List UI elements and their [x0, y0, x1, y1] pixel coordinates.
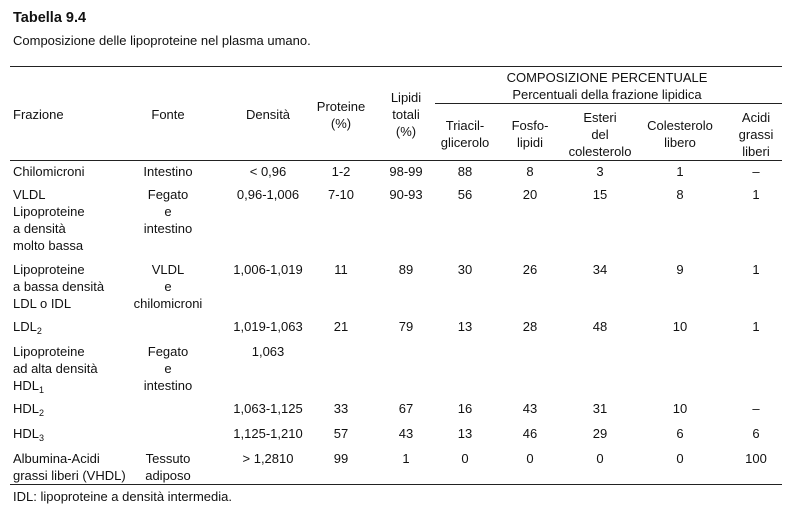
header-fonte: Fonte	[151, 107, 185, 122]
frazione-line	[13, 400, 44, 417]
frazione-line	[13, 295, 104, 312]
frazione-text: HDL	[13, 426, 40, 441]
header-line: liberi	[742, 144, 770, 159]
row-densita: 0,96-1,006	[236, 187, 300, 202]
row-frazione	[13, 318, 42, 335]
frazione-text: a bassa densità	[13, 279, 105, 294]
frazione-text: LDL	[13, 319, 37, 334]
header-line: (%)	[395, 124, 417, 139]
row-triacil: 16	[457, 401, 473, 416]
row-lipidi: 98-99	[389, 164, 423, 179]
header-line: Fosfo-	[511, 118, 549, 133]
row-frazione	[13, 425, 44, 442]
row-lipidi: 90-93	[389, 187, 423, 202]
fonte-line: intestino	[143, 221, 193, 236]
row-proteine: 1-2	[331, 164, 351, 179]
fonte-line: e	[164, 279, 172, 294]
fonte-line: Intestino	[143, 164, 193, 179]
row-acidi: –	[752, 401, 760, 416]
row-fosfo: 26	[522, 262, 538, 277]
row-colesterolo: 0	[676, 451, 684, 466]
frazione-line	[13, 318, 42, 335]
frazione-line	[13, 261, 104, 278]
header-lipidi	[391, 89, 421, 140]
row-colesterolo: 8	[676, 187, 684, 202]
header-line: colesterolo	[568, 144, 632, 159]
header-acidi-grassi-liberi	[739, 109, 774, 160]
frazione-line	[13, 220, 85, 237]
frazione-text: Lipoproteine	[13, 204, 85, 219]
row-esteri: 0	[596, 451, 604, 466]
row-lipidi: 1	[402, 451, 410, 466]
row-densita: 1,006-1,019	[233, 262, 303, 277]
row-esteri: 34	[592, 262, 608, 277]
row-lipidi: 67	[398, 401, 414, 416]
fonte-line: adiposo	[145, 468, 191, 483]
frazione-line	[13, 343, 98, 360]
row-acidi: 1	[752, 187, 760, 202]
row-colesterolo: 6	[676, 426, 684, 441]
row-triacil: 88	[457, 164, 473, 179]
row-proteine: 21	[333, 319, 349, 334]
fonte-line: e	[164, 361, 172, 376]
header-line: Colesterolo	[647, 118, 713, 133]
row-frazione	[13, 261, 104, 312]
row-acidi: 1	[752, 319, 760, 334]
table-subtitle: Composizione delle lipoproteine nel plasma umano.	[13, 33, 311, 48]
header-proteine	[317, 98, 365, 132]
header-esteri-colesterolo	[569, 109, 632, 160]
table-title: Tabella 9.4	[13, 10, 87, 26]
header-line: Esteri	[583, 110, 617, 125]
row-fosfo: 28	[522, 319, 538, 334]
header-line: Proteine	[316, 99, 366, 114]
header-line: Lipidi	[390, 90, 422, 105]
frazione-line	[13, 377, 98, 394]
header-line: (%)	[330, 116, 352, 131]
frazione-subscript: 2	[39, 408, 45, 418]
bottom-rule	[10, 484, 782, 485]
row-fosfo: 46	[522, 426, 538, 441]
header-densita: Densità	[245, 107, 291, 122]
row-densita: 1,063	[251, 344, 285, 359]
frazione-line	[13, 237, 85, 254]
fonte-line: VLDL	[151, 262, 185, 277]
header-line: libero	[664, 135, 696, 150]
header-line: glicerolo	[440, 135, 490, 150]
row-fonte	[143, 163, 192, 180]
row-esteri: 48	[592, 319, 608, 334]
frazione-text: Lipoproteine	[13, 344, 85, 359]
row-colesterolo: 9	[676, 262, 684, 277]
row-fosfo: 20	[522, 187, 538, 202]
header-composizione: COMPOSIZIONE PERCENTUALE	[506, 70, 708, 85]
fonte-line: chilomicroni	[133, 296, 203, 311]
row-esteri: 3	[596, 164, 604, 179]
row-acidi: 6	[752, 426, 760, 441]
row-densita: > 1,2810	[242, 451, 294, 466]
header-line: Acidi	[741, 110, 771, 125]
row-proteine: 7-10	[327, 187, 355, 202]
row-densita: 1,019-1,063	[233, 319, 303, 334]
row-proteine: 99	[333, 451, 349, 466]
row-lipidi: 79	[398, 319, 414, 334]
frazione-line	[13, 360, 98, 377]
header-frazione: Frazione	[13, 107, 64, 122]
row-proteine: 11	[334, 262, 348, 277]
frazione-line	[13, 450, 126, 467]
row-frazione	[13, 343, 98, 394]
row-colesterolo: 1	[676, 164, 684, 179]
header-line: lipidi	[516, 135, 543, 150]
row-proteine: 33	[333, 401, 349, 416]
header-fosfolipidi	[512, 117, 549, 151]
header-line: totali	[392, 107, 420, 122]
frazione-subscript: 1	[39, 385, 45, 395]
row-densita: 1,125-1,210	[233, 426, 303, 441]
row-lipidi: 89	[398, 262, 414, 277]
row-esteri: 15	[592, 187, 608, 202]
frazione-line	[13, 467, 126, 484]
row-acidi: –	[752, 164, 760, 179]
header-rule	[10, 160, 782, 161]
row-esteri: 31	[592, 401, 608, 416]
row-triacil: 0	[461, 451, 469, 466]
frazione-subscript: 2	[36, 326, 42, 336]
composition-subrule	[435, 103, 782, 104]
frazione-text: Albumina-Acidi	[13, 451, 100, 466]
row-triacil: 13	[457, 319, 473, 334]
fonte-line: intestino	[143, 378, 193, 393]
row-fonte	[144, 186, 192, 237]
frazione-text: VLDL	[13, 187, 46, 202]
row-acidi: 1	[752, 262, 760, 277]
row-proteine: 57	[333, 426, 349, 441]
frazione-line	[13, 163, 85, 180]
header-line: grassi	[738, 127, 774, 142]
row-frazione	[13, 450, 126, 484]
row-triacil: 13	[457, 426, 473, 441]
row-densita: 1,063-1,125	[233, 401, 303, 416]
fonte-line: Fegato	[147, 187, 189, 202]
header-triacilglicerolo	[441, 117, 489, 151]
header-line: del	[591, 127, 609, 142]
frazione-text: HDL	[13, 378, 40, 393]
row-fonte	[145, 450, 191, 484]
frazione-line	[13, 425, 44, 442]
row-acidi: 100	[745, 451, 767, 466]
footnote: IDL: lipoproteine a densità intermedia.	[13, 489, 232, 504]
frazione-line	[13, 186, 85, 203]
frazione-text: LDL o IDL	[13, 296, 72, 311]
frazione-text: ad alta densità	[13, 361, 98, 376]
row-fosfo: 8	[526, 164, 534, 179]
row-frazione	[13, 163, 85, 180]
top-rule	[10, 66, 782, 67]
frazione-text: HDL	[13, 401, 40, 416]
row-triacil: 56	[457, 187, 473, 202]
frazione-line	[13, 278, 104, 295]
row-fonte	[134, 261, 203, 312]
row-colesterolo: 10	[672, 319, 688, 334]
row-colesterolo: 10	[672, 401, 688, 416]
row-fosfo: 43	[522, 401, 538, 416]
fonte-line: Tessuto	[145, 451, 191, 466]
frazione-subscript: 3	[39, 433, 45, 443]
row-fosfo: 0	[526, 451, 534, 466]
frazione-text: Chilomicroni	[13, 164, 85, 179]
header-colesterolo-libero	[647, 117, 713, 151]
frazione-text: a densità	[13, 221, 66, 236]
row-lipidi: 43	[398, 426, 414, 441]
row-triacil: 30	[457, 262, 473, 277]
row-esteri: 29	[592, 426, 608, 441]
header-percentuali: Percentuali della frazione lipidica	[512, 87, 702, 102]
header-line: Triacil-	[445, 118, 485, 133]
frazione-text: molto bassa	[13, 238, 84, 253]
row-fonte	[144, 343, 192, 394]
row-frazione	[13, 186, 85, 254]
row-densita: < 0,96	[249, 164, 287, 179]
frazione-text: Lipoproteine	[13, 262, 85, 277]
fonte-line: e	[164, 204, 172, 219]
frazione-text: grassi liberi (VHDL)	[13, 468, 126, 483]
row-frazione	[13, 400, 44, 417]
fonte-line: Fegato	[147, 344, 189, 359]
frazione-line	[13, 203, 85, 220]
